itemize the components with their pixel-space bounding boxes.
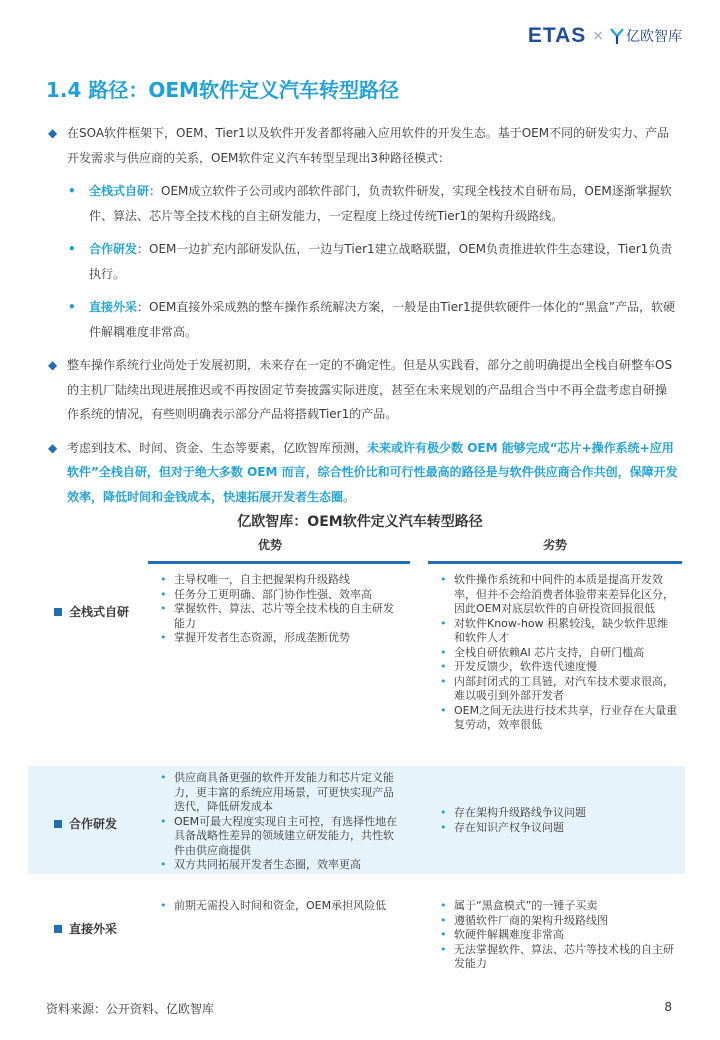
square-bullet-icon <box>54 925 62 933</box>
dot-bullet-icon: • <box>68 300 76 314</box>
diamond-bullet-icon: ◆ <box>48 440 58 455</box>
sub-item-text: ：OEM一边扩充内部研发队伍，一边与Tier1建立战略联盟，OEM负责推进软件生态建设，Tier1负责执行。 <box>89 242 673 281</box>
list-item: • 内部封闭式的工具链，对汽车技术要求很高，难以吸引到外部开发者 <box>438 675 678 704</box>
list-item: • 开发反馈少，软件迭代速度慢 <box>438 660 678 675</box>
sub-item-direct-purchase <box>48 295 678 344</box>
paragraph-1-text: 在SOA软件框架下，OEM、Tier1以及软件开发者都将融入应用软件的开发生态。基于OEM不同的研发实力、产品开发需求与供应商的关系，OEM软件定义汽车转型呈现出3种路径模式： <box>67 126 670 165</box>
row-label-cooperative <box>54 815 117 832</box>
list-item: • 双方共同拓展开发者生态圈，效率更高 <box>158 858 398 873</box>
list-item: • 对软件Know-how 积累较浅，缺少软件思维和软件人才 <box>438 617 678 646</box>
section-title: 1.4 路径：OEM软件定义汽车转型路径 <box>46 78 399 102</box>
diamond-bullet-icon: ◆ <box>48 126 58 140</box>
paragraph-3-end: 。 <box>343 489 356 504</box>
list-item: • 前期无需投入时间和资金，OEM承担风险低 <box>158 899 398 914</box>
list-item: • OEM可最大程度实现自主可控，有选择性地在具备战略性差异的领域建立研发能力，共性软件由供应商提供 <box>158 815 398 859</box>
sub-item-text: ：OEM成立软件子公司或内部软件部门，负责软件研发，实现全栈技术自研布局，OEM逐渐掌握软件、算法、芯片等全技术栈的自主研发能力，一定程度上绕过传统Tier1的架构升级路线。 <box>89 184 672 223</box>
sub-item-cooperative <box>48 237 678 286</box>
dot-bullet-icon: • <box>68 242 76 256</box>
column-header-disadvantage: 劣势 <box>542 538 567 552</box>
page-number: 8 <box>664 1000 672 1014</box>
paragraph-3 <box>48 436 678 510</box>
sub-item-full-stack <box>48 179 678 228</box>
list-item: • 遵循软件厂商的架构升级路线图 <box>438 914 678 929</box>
dot-bullet-icon: • <box>68 184 76 198</box>
etas-logo: ETAS <box>527 24 587 47</box>
header-logos <box>528 24 682 48</box>
list-item: • 无法掌握软件、算法、芯片等技术栈的自主研发能力 <box>438 943 678 972</box>
paragraph-3-text: 考虑到技术、时间、资金、生态等要素，亿欧智库预测， <box>67 440 368 455</box>
yiou-logo-icon <box>610 27 624 45</box>
logo-separator: × <box>592 28 604 44</box>
list-item: • 供应商具备更强的软件开发能力和芯片定义能力，更丰富的系统应用场景，可更快实现产品迭代，降低研发成本 <box>158 771 398 815</box>
advantage-cell <box>158 899 398 914</box>
list-item: • OEM之间无法进行技术共享，行业存在大量重复劳动，效率很低 <box>438 704 678 733</box>
list-item: • 存在架构升级路线争议问题 <box>438 806 678 821</box>
row-label-direct-purchase <box>54 920 117 937</box>
column-rule-advantage <box>148 561 410 564</box>
column-rule-disadvantage <box>428 561 682 564</box>
paragraph-1 <box>48 121 678 170</box>
body-text <box>48 121 678 518</box>
square-bullet-icon <box>54 820 62 828</box>
row-label-text: 直接外采 <box>69 922 118 936</box>
sub-item-keyword: 全栈式自研 <box>89 184 150 198</box>
list-item: • 主导权唯一，自主把握架构升级路线 <box>158 573 398 588</box>
list-item: • 掌握软件、算法、芯片等全技术栈的自主研发能力 <box>158 602 398 631</box>
yiou-logo-text: 亿欧智库 <box>626 29 682 45</box>
sub-item-keyword: 合作研发 <box>89 242 138 256</box>
list-item: • 任务分工更明确、部门协作性强、效率高 <box>158 588 398 603</box>
row-label-text: 全栈式自研 <box>69 605 130 619</box>
list-item: • 全栈自研依赖AI 芯片支持，自研门槛高 <box>438 646 678 661</box>
column-header-advantage: 优势 <box>257 538 282 552</box>
row-label-text: 合作研发 <box>69 817 118 831</box>
yiou-logo <box>610 26 682 46</box>
disadvantage-cell <box>438 573 678 733</box>
list-item: • 掌握开发者生态资源，形成垄断优势 <box>158 631 398 646</box>
list-item: • 存在知识产权争议问题 <box>438 821 678 836</box>
list-item: • 软硬件解耦难度非常高 <box>438 928 678 943</box>
sub-item-keyword: 直接外采 <box>89 300 138 314</box>
diamond-bullet-icon: ◆ <box>48 358 58 372</box>
list-item: • 属于“黑盒模式”的一锤子买卖 <box>438 899 678 914</box>
paragraph-3-highlight: 未来或许有极少数 OEM 能够完成“芯片+操作系统+应用软件”全栈自研，但对于绝大多数 OEM 而言，综合性价比和可行性最高的路径是与软件供应商合作共创，保障开发效率，降低时间和金钱成本，快速拓展开发者生态圈 <box>67 440 678 504</box>
advantage-cell <box>158 771 398 873</box>
disadvantage-cell <box>438 899 678 972</box>
advantage-cell <box>158 573 398 646</box>
row-label-full-stack <box>54 603 129 620</box>
disadvantage-cell <box>438 806 678 835</box>
sub-item-text: ：OEM直接外采成熟的整车操作系统解决方案，一般是由Tier1提供软硬件一体化的“黑盒”产品，软硬件解耦难度非常高。 <box>89 300 676 339</box>
paragraph-2 <box>48 353 678 427</box>
footer-source: 资料来源：公开资料、亿欧智库 <box>46 1002 215 1016</box>
table-title: 亿欧智库：OEM软件定义汽车转型路径 <box>237 514 483 530</box>
list-item: • 软件操作系统和中间件的本质是提高开发效率，但并不会给消费者体验带来差异化区分，因此OEM对底层软件的自研投资回报很低 <box>438 573 678 617</box>
square-bullet-icon <box>54 608 62 616</box>
paragraph-2-text: 整车操作系统行业尚处于发展初期，未来存在一定的不确定性。但是从实践看，部分之前明确提出全栈自研整车OS的主机厂陆续出现进展推迟或不再按固定节奏披露实际进度，甚至在未来规划的产品组合当中不再全盘考虑自研操作系统的情况，有些则明确表示部分产品将搭载Tier1的产品。 <box>67 358 673 421</box>
